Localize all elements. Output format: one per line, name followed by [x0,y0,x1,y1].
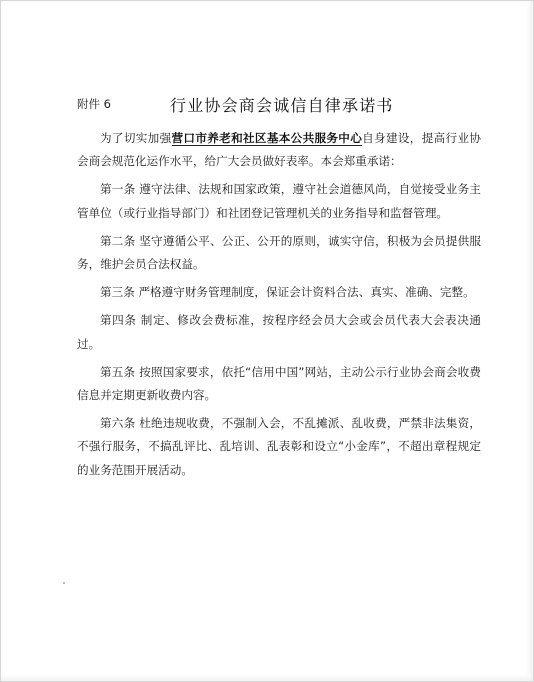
intro-before: 为了切实加强 [100,131,172,145]
article-3: 第三条 严格遵守财务管理制度，保证会计资料合法、真实、准确、完整。 [100,285,475,300]
article-1: 第一条 遵守法律、法规和国家政策，遵守社会道德风尚，自觉接受业务主管单位（或行业指导部门）和社团登记管理机关的业务指导和监督管理。 [77,182,481,220]
organization-name: 营口市养老和社区基本公共服务中心 [171,131,363,145]
document-body [77,127,481,487]
scan-speck [63,582,65,584]
article-4: 第四条 制定、修改会费标准，按程序经会员大会或会员代表大会表决通过。 [77,313,481,351]
attachment-label: 附件 6 [77,97,111,111]
article-5: 第五条 按照国家要求，依托“信用中国”网站，主动公示行业协会商会收费信息并定期更新收费内容。 [77,364,481,403]
article-6: 第六条 杜绝违规收费，不强制入会，不乱摊派、乱收费，严禁非法集资，不强行服务，不搞乱评比、乱培训、乱表彰和设立“小金库”，不超出章程规定的业务范围开展活动。 [77,416,481,477]
intro-after: 自身建设，提高行业协会商会规范化运作水平，给广大会员做好表率。本会郑重承诺： [77,131,481,169]
document-title: 行业协会商会诚信自律承诺书 [170,96,394,115]
intro-paragraph [77,127,481,173]
document-header [77,93,497,117]
article-2: 第二条 坚守遵循公平、公正、公开的原则，诚实守信，积极为会员提供服务，维护会员合法权益。 [77,233,481,272]
